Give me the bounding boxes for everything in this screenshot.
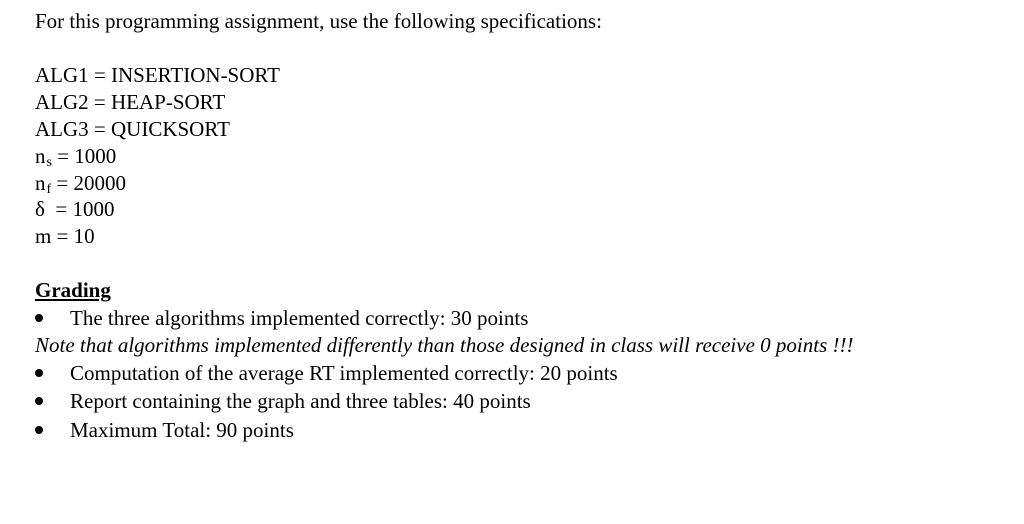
spec-ns-subscript: s [46, 155, 52, 170]
grading-item-text: Maximum Total: 90 points [70, 418, 294, 442]
spec-ns-value: = 1000 [51, 144, 117, 168]
grading-item [35, 420, 294, 441]
bullet-icon [35, 308, 70, 329]
spec-nf-value: = 20000 [51, 171, 127, 195]
spec-nf-subscript: f [46, 182, 52, 197]
grading-item [35, 308, 528, 329]
grading-item-text: Computation of the average RT implemented correctly: 20 points [70, 361, 618, 385]
bullet-icon [35, 391, 70, 412]
spec-nf-base: n [35, 171, 46, 195]
grading-heading: Grading [35, 278, 111, 302]
spec-alg1: ALG1 = INSERTION-SORT [35, 63, 280, 87]
grading-item [35, 391, 531, 412]
spec-ns-base: n [35, 144, 46, 168]
grading-note: Note that algorithms implemented differently than those designed in class will receive 0 points !!! [35, 333, 854, 357]
bullet-icon [35, 363, 70, 384]
bullet-icon [35, 420, 70, 441]
spec-m: m = 10 [35, 224, 95, 248]
spec-alg3: ALG3 = QUICKSORT [35, 117, 230, 141]
grading-item [35, 363, 618, 384]
spec-delta: δ = 1000 [35, 197, 115, 221]
intro-text: For this programming assignment, use the following specifications: [35, 9, 602, 33]
spec-nf [35, 171, 127, 197]
spec-alg2: ALG2 = HEAP-SORT [35, 90, 226, 114]
spec-ns [35, 144, 117, 170]
grading-item-text: Report containing the graph and three tables: 40 points [70, 389, 531, 413]
grading-item-text: The three algorithms implemented correctly: 30 points [70, 306, 529, 330]
